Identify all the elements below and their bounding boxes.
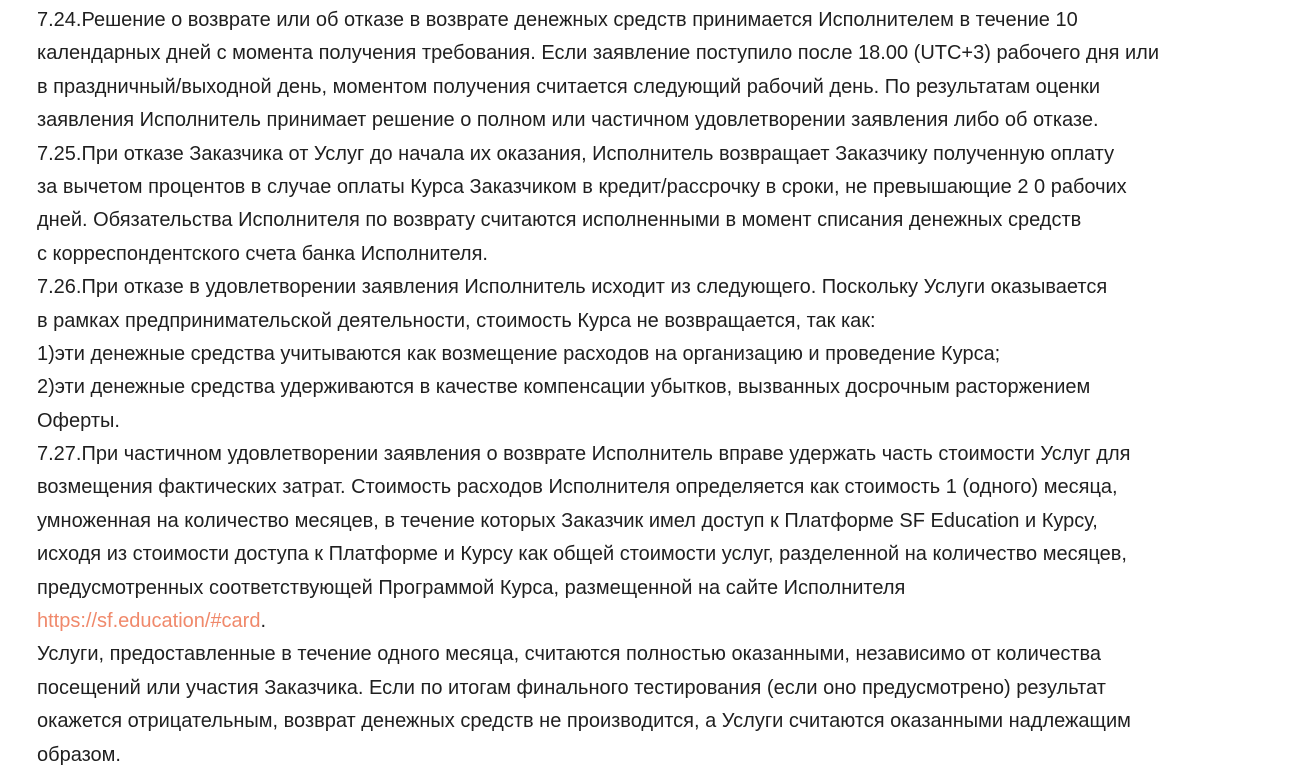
text-line: Услуги, предоставленные в течение одного месяца, считаются полностью оказанными, независимо от количества <box>37 643 1102 666</box>
text-line: календарных дней с момента получения требования. Если заявление поступило после 18.00 (UTC+3) рабочего дня или <box>37 42 1160 65</box>
text-line: 1)эти денежные средства учитываются как возмещение расходов на организацию и проведение Курса; <box>37 342 1001 365</box>
text-line: с корреспондентского счета банка Исполнителя. <box>37 242 488 265</box>
text-line: заявления Исполнитель принимает решение о полном или частичном удовлетворении заявления либо об отказе. <box>37 109 1099 132</box>
text-line: 2)эти денежные средства удерживаются в качестве компенсации убытков, вызванных досрочным расторжением <box>37 376 1091 399</box>
document-body <box>37 4 1307 772</box>
text-line: умноженная на количество месяцев, в течение которых Заказчик имел доступ к Платформе SF Education и Курсу, <box>37 509 1098 532</box>
link-line <box>37 605 1307 638</box>
text-line: в праздничный/выходной день, моментом получения считается следующий рабочий день. По результатам оценки <box>37 75 1101 98</box>
link-suffix: . <box>260 610 267 633</box>
text-line: Оферты. <box>37 409 120 432</box>
text-line: образом. <box>37 743 121 766</box>
text-line: посещений или участия Заказчика. Если по итогам финального тестирования (если оно предусмотрено) результат <box>37 676 1106 699</box>
text-line: 7.27.При частичном удовлетворении заявления о возврате Исполнитель вправе удержать часть стоимости Услуг для <box>37 443 1131 466</box>
text-line: исходя из стоимости доступа к Платформе и Курсу как общей стоимости услуг, разделенной на количество месяцев, <box>37 543 1127 566</box>
text-line: в рамках предпринимательской деятельности, стоимость Курса не возвращается, так как: <box>37 309 876 332</box>
text-line: 7.24.Решение о возврате или об отказе в возврате денежных средств принимается Исполнителем в течение 10 <box>37 9 1078 31</box>
text-line: окажется отрицательным, возврат денежных средств не производится, а Услуги считаются оказанными надлежащим <box>37 710 1131 733</box>
text-line: дней. Обязательства Исполнителя по возврату считаются исполненными в момент списания денежных средств <box>37 209 1082 232</box>
text-line: 7.25.При отказе Заказчика от Услуг до начала их оказания, Исполнитель возвращает Заказчику полученную оплату <box>37 142 1115 165</box>
sf-education-link[interactable]: https://sf.education/#card <box>37 610 261 633</box>
text-line: 7.26.При отказе в удовлетворении заявления Исполнитель исходит из следующего. Поскольку Услуги оказывается <box>37 276 1108 299</box>
text-line: возмещения фактических затрат. Стоимость расходов Исполнителя определяется как стоимость 1 (одного) месяца, <box>37 476 1118 499</box>
text-line: предусмотренных соответствующей Программой Курса, размещенной на сайте Исполнителя <box>37 576 906 599</box>
text-line: за вычетом процентов в случае оплаты Курса Заказчиком в кредит/рассрочку в сроки, не превышающие 2 0 рабочих <box>37 175 1127 198</box>
